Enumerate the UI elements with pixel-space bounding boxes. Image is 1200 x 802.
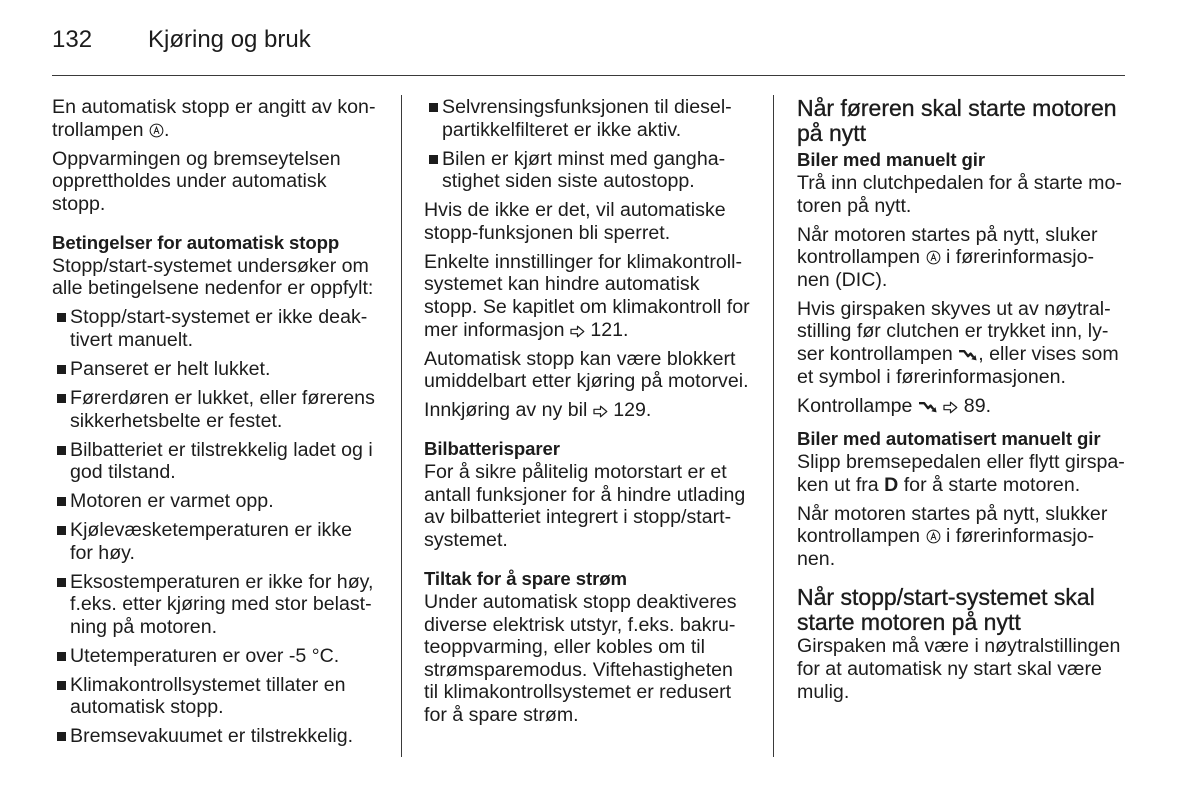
text-line: Når føreren skal starte motoren <box>797 95 1117 121</box>
text-line <box>52 119 388 142</box>
text-line: Utetemperaturen er over -5 °C. <box>70 644 340 667</box>
bullet-item <box>52 490 388 513</box>
text-line: stopp. Se kapitlet om klimakontroll for <box>424 295 750 318</box>
text-line: systemet. <box>424 528 508 551</box>
page-number: 132 <box>52 26 93 53</box>
bullet-square-icon <box>429 155 438 164</box>
column-1 <box>52 96 388 748</box>
text-line <box>797 395 1133 418</box>
text-line: partikkelfilteret er ikke aktiv. <box>442 118 682 141</box>
column-divider <box>773 95 774 757</box>
text-line: stopp. <box>52 192 106 215</box>
text-span: kontrollampen <box>797 525 926 548</box>
shift-indicator-icon <box>918 400 938 414</box>
bullet-item <box>424 148 760 193</box>
text-line: alle betingelsene nedenfor er oppfylt: <box>52 277 374 300</box>
text-span: i førerinformasjo- <box>940 246 1095 269</box>
text-line: Under automatisk stopp deaktiveres <box>424 591 737 614</box>
bullet-item <box>52 645 388 668</box>
subheading <box>424 437 760 461</box>
section-heading <box>797 585 1133 635</box>
text-line: Biler med manuelt gir <box>797 149 986 170</box>
paragraph <box>797 224 1133 292</box>
text-span: 121. <box>584 318 629 341</box>
page-header <box>52 26 452 54</box>
text-line: Stopp/start-systemet undersøker om <box>52 254 369 277</box>
text-line <box>424 319 760 342</box>
text-line: toren på nytt. <box>797 194 912 217</box>
text-line: diverse elektrisk utstyr, f.eks. bakru- <box>424 613 736 636</box>
text-line: av bilbatteriet integrert i stopp/start- <box>424 506 732 529</box>
text-span: for å starte motoren. <box>898 473 1081 496</box>
text-line: stilling før clutchen er trykket inn, ly- <box>797 320 1109 343</box>
paragraph <box>424 348 760 393</box>
text-span: ken ut fra <box>797 473 885 496</box>
text-span: 129. <box>607 399 652 422</box>
paragraph <box>52 96 388 141</box>
text-line: Bilbatteriet er tilstrekkelig ladet og i <box>70 438 373 461</box>
paragraph <box>424 251 760 341</box>
text-line: Klimakontrollsystemet tillater en <box>70 673 346 696</box>
column-3 <box>797 96 1133 703</box>
text-line: Eksostemperaturen er ikke for høy, <box>70 570 374 593</box>
text-line: på nytt <box>797 120 867 146</box>
subheading <box>424 567 760 591</box>
text-line: umiddelbart etter kjøring på motorvei. <box>424 370 749 393</box>
text-line <box>797 343 1133 366</box>
text-line: til klimakontrollsystemet er redusert <box>424 681 732 704</box>
text-line: For å sikre pålitelig motorstart er et <box>424 461 727 484</box>
text-line: sikkerhetsbelte er festet. <box>70 409 283 432</box>
text-span: . <box>163 118 170 141</box>
text-span: i førerinformasjo- <box>940 525 1095 548</box>
text-line: stopp-funksjonen bli sperret. <box>424 221 671 244</box>
subheading <box>52 231 388 255</box>
text-line: Trå inn clutchpedalen for å starte mo- <box>797 172 1122 194</box>
bullet-item <box>52 725 388 748</box>
text-line: for høy. <box>70 541 135 564</box>
text-line <box>797 525 1133 548</box>
auto-stop-lamp-icon <box>149 123 164 138</box>
text-line: teoppvarming, eller kobles om til <box>424 636 705 659</box>
bullet-square-icon <box>57 394 66 403</box>
text-line: Biler med automatisert manuelt gir <box>797 428 1101 450</box>
paragraph <box>424 591 760 727</box>
section-heading <box>797 96 1133 146</box>
text-line: Betingelser for automatisk stopp <box>52 231 340 253</box>
text-line: starte motoren på nytt <box>797 609 1021 636</box>
bullet-square-icon <box>57 446 66 455</box>
text-line: Førerdøren er lukket, eller førerens <box>70 387 375 409</box>
text-line: Enkelte innstillinger for klimakontroll- <box>424 250 742 273</box>
paragraph <box>797 451 1133 496</box>
text-span: 89. <box>958 394 992 417</box>
bullet-item <box>52 439 388 484</box>
text-line: nen (DIC). <box>797 268 888 291</box>
text-line: Når motoren startes på nytt, slukker <box>797 502 1108 525</box>
bullet-item <box>52 358 388 381</box>
text-line: Automatisk stopp kan være blokkert <box>424 347 736 370</box>
bullet-item <box>52 674 388 719</box>
bullet-square-icon <box>57 652 66 661</box>
text-span: Innkjøring av ny bil <box>424 399 593 422</box>
text-line: for at automatisk ny start skal være <box>797 658 1102 681</box>
subheading <box>797 148 1133 172</box>
page-reference-arrow-icon <box>943 401 958 414</box>
text-line: Når stopp/start-systemet skal <box>797 584 1095 611</box>
text-line: strømsparemodus. Viftehastigheten <box>424 658 733 681</box>
text-line <box>797 474 1133 497</box>
text-line: Selvrensingsfunksjonen til diesel- <box>442 96 732 118</box>
paragraph <box>797 395 1133 418</box>
page-reference-arrow-icon <box>570 325 585 338</box>
bullet-item <box>52 306 388 351</box>
text-line: Hvis girspaken skyves ut av nøytral- <box>797 297 1111 320</box>
text-line: Når motoren startes på nytt, sluker <box>797 223 1098 246</box>
paragraph <box>797 298 1133 388</box>
text-line: Hvis de ikke er det, vil automatiske <box>424 199 726 222</box>
text-line: god tilstand. <box>70 461 176 484</box>
text-line: systemet kan hindre automatisk <box>424 273 700 296</box>
column-2 <box>424 96 760 727</box>
text-line <box>424 399 760 422</box>
chapter-title: Kjøring og bruk <box>148 26 311 53</box>
auto-stop-lamp-icon <box>926 250 941 265</box>
text-line: mulig. <box>797 680 850 703</box>
auto-stop-lamp-icon <box>926 529 941 544</box>
text-line: tivert manuelt. <box>70 329 194 352</box>
text-line: et symbol i førerinformasjonen. <box>797 365 1066 388</box>
bullet-square-icon <box>57 365 66 374</box>
paragraph <box>52 255 388 300</box>
text-span: , eller vises som <box>978 342 1119 365</box>
text-line: for å spare strøm. <box>424 704 579 727</box>
paragraph <box>797 172 1133 217</box>
text-line: En automatisk stopp er angitt av kon- <box>52 96 376 118</box>
paragraph <box>424 399 760 422</box>
header-rule <box>52 75 1125 76</box>
text-line: ning på motoren. <box>70 615 218 638</box>
text-line: antall funksjoner for å hindre utlading <box>424 483 746 506</box>
bullet-square-icon <box>57 313 66 322</box>
text-span: trollampen <box>52 118 149 141</box>
text-line: Oppvarmingen og bremseytelsen <box>52 147 341 170</box>
paragraph <box>797 635 1133 703</box>
bullet-square-icon <box>57 497 66 506</box>
bullet-square-icon <box>57 578 66 587</box>
bullet-item <box>52 571 388 639</box>
text-line: Kjølevæsketemperaturen er ikke <box>70 519 353 542</box>
bullet-square-icon <box>429 103 438 112</box>
text-line: Panseret er helt lukket. <box>70 358 271 381</box>
text-span: ser kontrollampen <box>797 342 959 365</box>
text-span: Kontrollampe <box>797 394 918 417</box>
bold-text: D <box>884 473 899 496</box>
paragraph <box>52 148 388 216</box>
text-line: Tiltak for å spare strøm <box>424 568 627 590</box>
text-line: Stopp/start-systemet er ikke deak- <box>70 306 368 329</box>
text-line: nen. <box>797 547 836 570</box>
text-line: Slipp bremsepedalen eller flytt girspa- <box>797 451 1125 474</box>
text-span: kontrollampen <box>797 246 926 269</box>
bullet-item <box>52 519 388 564</box>
bullet-square-icon <box>57 732 66 741</box>
text-line: automatisk stopp. <box>70 696 224 719</box>
subheading <box>797 427 1133 451</box>
paragraph <box>797 503 1133 571</box>
text-span: mer informasjon <box>424 318 570 341</box>
text-line: Bremsevakuumet er tilstrekkelig. <box>70 725 354 748</box>
text-line <box>797 246 1133 269</box>
text-line: stighet siden siste autostopp. <box>442 170 695 193</box>
bullet-square-icon <box>57 526 66 535</box>
page-reference-arrow-icon <box>593 405 608 418</box>
bullet-square-icon <box>57 681 66 690</box>
text-line: opprettholdes under automatisk <box>52 170 327 193</box>
text-line: Girspaken må være i nøytralstillingen <box>797 635 1121 658</box>
column-divider <box>401 95 402 757</box>
bullet-item <box>424 96 760 141</box>
shift-indicator-icon <box>958 348 978 362</box>
paragraph <box>424 461 760 551</box>
text-line: f.eks. etter kjøring med stor belast- <box>70 593 372 616</box>
text-line: Bilbatterisparer <box>424 438 560 460</box>
text-line: Bilen er kjørt minst med gangha- <box>442 147 726 170</box>
text-line: Motoren er varmet opp. <box>70 490 274 513</box>
paragraph <box>424 199 760 244</box>
bullet-item <box>52 387 388 432</box>
